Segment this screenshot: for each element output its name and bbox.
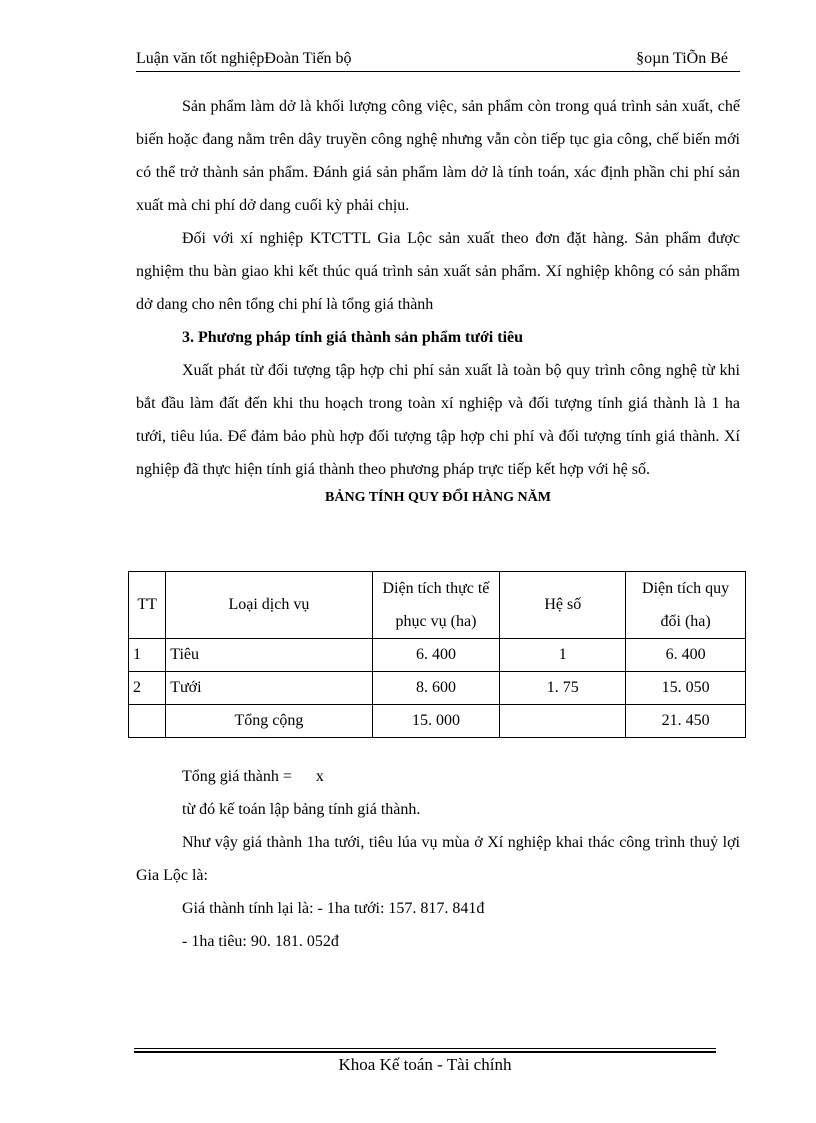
footer-divider-bottom [134, 1051, 716, 1053]
cell-tt: 1 [129, 639, 166, 672]
cell-tt-empty [129, 705, 166, 738]
cell-area-actual: 8. 600 [372, 672, 500, 705]
section-heading: 3. Phương pháp tính giá thành sản phẩm tưới tiêu [182, 329, 524, 346]
text-paragraph: Như vậy giá thành 1ha tưới, tiêu lúa vụ mùa ở Xí nghiệp khai thác công trình thuỷ lợi Gia Lộc là: [136, 834, 740, 884]
cell-coefficient: 1 [500, 639, 626, 672]
cell-area-converted: 15. 050 [626, 672, 746, 705]
header-divider [136, 71, 740, 72]
cell-total-coefficient [500, 705, 626, 738]
table-caption: BẢNG TÍNH QUY ĐỔI HÀNG NĂM [325, 490, 551, 505]
cell-tt: 2 [129, 672, 166, 705]
price-line-watering: Giá thành tính lại là: - 1ha tưới: 157. 817. 841đ [182, 900, 485, 917]
table-total-row [129, 705, 746, 738]
conversion-table [128, 571, 746, 738]
header-area-converted: Diện tích quy đổi (ha) [626, 572, 746, 639]
page-footer: Khoa Kế toán - Tài chính [338, 1055, 512, 1074]
paragraph-enterprise: Đối với xí nghiệp KTCTTL Gia Lộc sản xuất theo đơn đặt hàng. Sản phẩm được nghiệm thu bàn giao khi kết thúc quá trình sản xuất sản phẩm. Xí nghiệp không có sản phẩm dở dang cho nên tổng chi phí là tổng giá thành [136, 230, 740, 313]
table-header-row [129, 572, 746, 639]
formula-line: Tổng giá thành = x [182, 768, 324, 785]
price-line-drainage: - 1ha tiêu: 90. 181. 052đ [182, 933, 339, 950]
table-row [129, 639, 746, 672]
header-service: Loại dịch vụ [166, 572, 372, 639]
cell-total-area-converted: 21. 450 [626, 705, 746, 738]
header-tt: TT [129, 572, 166, 639]
cell-service: Tiêu [166, 639, 372, 672]
header-area-actual: Diện tích thực tế phục vụ (ha) [372, 572, 500, 639]
cell-area-converted: 6. 400 [626, 639, 746, 672]
cell-area-actual: 6. 400 [372, 639, 500, 672]
footer-divider-top [134, 1048, 716, 1049]
cell-service: Tưới [166, 672, 372, 705]
paragraph-method: Xuất phát từ đối tượng tập hợp chi phí sản xuất là toàn bộ quy trình công nghệ từ khi bắt đầu làm đất đến khi thu hoạch trong toàn xí nghiệp và đối tượng tính giá thành là 1 ha tưới, tiêu lúa. Để đảm bảo phù hợp đối tượng tập hợp chi phí và đối tượng tính giá thành. Xí nghiệp đã thực hiện tính giá thành theo phương pháp trực tiếp kết hợp với hệ số. [136, 362, 740, 478]
cell-total-area-actual: 15. 000 [372, 705, 500, 738]
cell-total-label: Tổng cộng [166, 705, 372, 738]
page-header [136, 50, 740, 72]
table-row [129, 672, 746, 705]
paragraph-wip: Sản phẩm làm dở là khối lượng công việc, sản phẩm còn trong quá trình sản xuất, chế biến hoặc đang nằm trên dây truyền công nghệ nhưng vẫn còn tiếp tục gia công, chế biến mới có thể trở thành sản phẩm. Đánh giá sản phẩm làm dở là tính toán, xác định phần chi phí sản xuất mà chi phí dở dang cuối kỳ phải chịu. [136, 98, 740, 214]
document-body [136, 90, 740, 510]
cell-coefficient: 1. 75 [500, 672, 626, 705]
after-table-text [136, 760, 740, 958]
header-title-right: §oµn TiÕn Bé [636, 50, 728, 67]
header-coefficient: Hệ số [500, 572, 626, 639]
text-line: từ đó kế toán lập bảng tính giá thành. [182, 801, 421, 818]
header-title-left: Luận văn tốt nghiệpĐoàn Tiến bộ [136, 50, 352, 67]
